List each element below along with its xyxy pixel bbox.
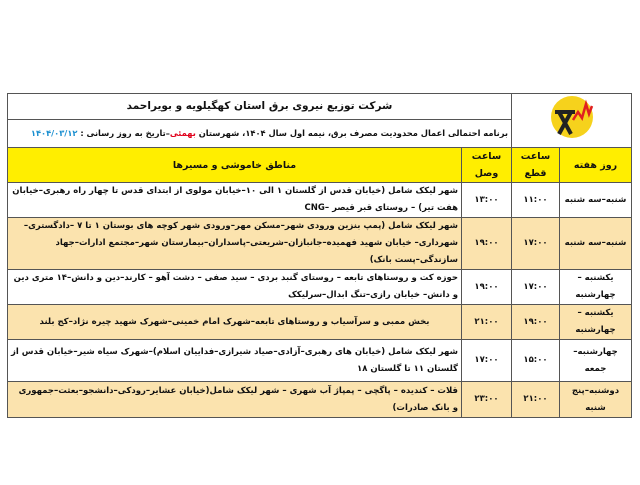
table-row — [8, 270, 632, 305]
row-connect-time: ۲۳:۰۰ — [462, 382, 512, 418]
row-cut-time: ۱۵:۰۰ — [512, 340, 560, 382]
row-areas: حوزه کت و روستاهای تابعه – روستای گنبد بردی – سید صفی – دشت آهو – کارند–دین و دانش–۱۴ متری دین و دانش– خیابان رازی–تنگ ابدال–سرلیکک — [8, 270, 462, 305]
row-cut-time: ۱۹:۰۰ — [512, 305, 560, 340]
row-connect-time: ۲۱:۰۰ — [462, 305, 512, 340]
power-distribution-logo-icon — [545, 94, 599, 140]
table-row — [8, 218, 632, 270]
company-title: شرکت توزیع نیروی برق استان کهگیلویه و بویراحمد — [8, 94, 512, 120]
row-areas: شهر لیکک شامل (پمپ بنزین ورودی شهر–مسکن مهر–ورودی شهر کوچه های بوستان ۱ تا ۷ –دادگستری–شهرداری– خیابان شهید فهمیده–جانبازان–شریعتی–پاسداران–بیمارستان شهر–مجتمع ادارات–جهاد سازندگی–پست بانک) — [8, 218, 462, 270]
city-name: بهمئی — [169, 127, 196, 138]
row-day: شنبه–سه شنبه — [560, 218, 632, 270]
row-cut-time: ۱۱:۰۰ — [512, 183, 560, 218]
row-cut-time: ۲۱:۰۰ — [512, 382, 560, 418]
header-cut-time: ساعت قطع — [512, 148, 560, 183]
header-areas: مناطق خاموشی و مسیرها — [8, 148, 462, 183]
update-date: ۱۴۰۴/۰۳/۱۲ — [30, 127, 78, 138]
row-day: دوشنبه–پنج شنبه — [560, 382, 632, 418]
row-connect-time: ۱۷:۰۰ — [462, 340, 512, 382]
row-connect-time: ۱۳:۰۰ — [462, 183, 512, 218]
row-areas: شهر لیکک شامل (خیابان های رهبری–آزادی–صیاد شیرازی–فداییان اسلام)–شهرک سیاه شیر–خیابان قدس از گلستان ۱۱ تا گلستان ۱۸ — [8, 340, 462, 382]
table-row — [8, 382, 632, 418]
header-day: روز هفته — [560, 148, 632, 183]
row-day: یکشنبه –چهارشنبه — [560, 270, 632, 305]
row-cut-time: ۱۷:۰۰ — [512, 270, 560, 305]
row-connect-time: ۱۹:۰۰ — [462, 218, 512, 270]
subtitle-suffix: –تاریخ به روز رسانی : — [80, 127, 170, 138]
row-connect-time: ۱۹:۰۰ — [462, 270, 512, 305]
table-row — [8, 183, 632, 218]
column-headers — [8, 148, 632, 183]
row-areas: بخش ممبی و سرآسیاب و روستاهای تابعه–شهرک امام خمینی–شهرک شهید چیره نژاد–کج بلند — [8, 305, 462, 340]
row-areas: قلات – کندیده – پاگچی – پمپاژ آب شهری – شهر لیکک شامل(خیابان عشایر–رودکی–دانشجو–بعثت–جمهوری و بانک صادرات) — [8, 382, 462, 418]
table-row — [8, 305, 632, 340]
row-day: شنبه–سه شنبه — [560, 183, 632, 218]
schedule-subtitle — [8, 119, 512, 147]
table-row — [8, 340, 632, 382]
subtitle-prefix: برنامه احتمالی اعمال محدودیت مصرف برق، نیمه اول سال ۱۴۰۴، شهرستان — [198, 127, 508, 138]
row-areas: شهر لیکک شامل (خیابان قدس از گلستان ۱ الی ۱۰–خیابان مولوی از ابتدای قدس تا چهار راه رهبری–خیابان هفت تیر) – روستای قبر قیصر –CNG — [8, 183, 462, 218]
header-connect-time: ساعت وصل — [462, 148, 512, 183]
logo-cell — [512, 94, 632, 148]
row-cut-time: ۱۷:۰۰ — [512, 218, 560, 270]
outage-schedule-table — [7, 93, 632, 418]
row-day: چهارشنبه–جمعه — [560, 340, 632, 382]
row-day: یکشنبه –چهارشنبه — [560, 305, 632, 340]
